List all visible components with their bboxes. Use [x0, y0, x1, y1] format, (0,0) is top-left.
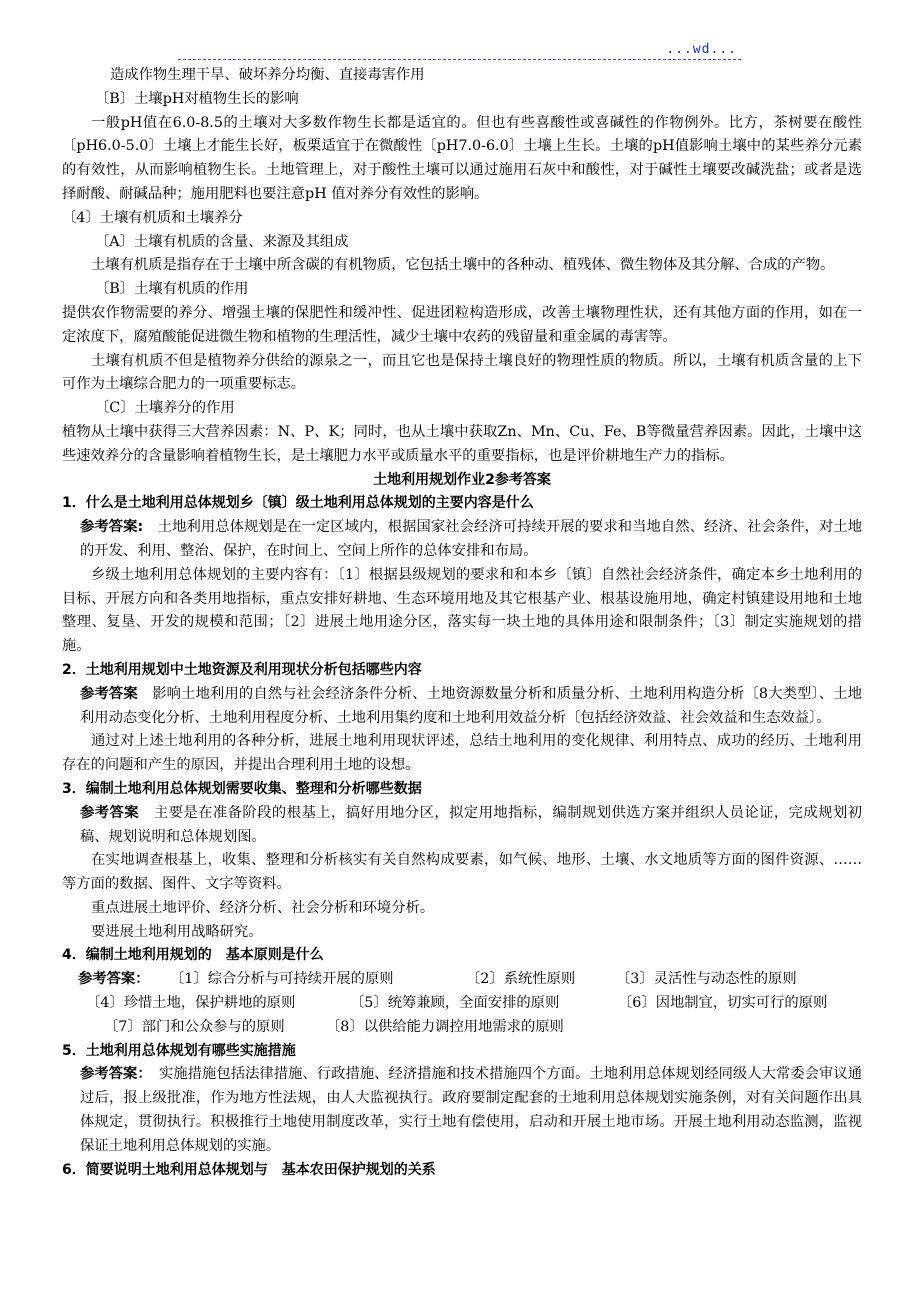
paragraph: 在实地调查根基上，收集、整理和分析核实有关自然构成要素，如气候、地形、土壤、水文地质等方面的图件资源、……等方面的数据、图件、文字等资料。	[62, 852, 862, 893]
paragraph: 土壤有机质不但是植物养分供给的源泉之一，而且它也是保持土壤良好的物理性质的物质。所以，土壤有机质含量的上下可作为土壤综合肥力的一项重要标志。	[62, 352, 862, 393]
paragraph: 植物从土壤中获得三大营养因素：N、P、K；同时，也从土壤中获取Zn、Mn、Cu、Fe、B等微量营养因素。因此，土壤中这些速效养分的含量影响着植物生长，是土壤肥力水平或质量水平的重要指标，也是评价耕地生产力的指标。	[62, 423, 862, 464]
subheading: 〔4〕土壤有机质和土壤养分	[62, 209, 243, 226]
subheading: 〔A〕土壤有机质的含量、来源及其组成	[95, 233, 349, 250]
answer-text: 影响土地利用的自然与社会经济条件分析、土地资源数量分析和质量分析、土地利用构造分析〔8大类型〕、土地利用动态变化分析、土地利用程度分析、土地利用集约度和土地利用效益分析〔包括经济效益、社会效益和生态效益〕。	[80, 685, 862, 726]
principle-item: 〔4〕珍惜土地，保护耕地的原则	[86, 995, 296, 1012]
paragraph: 乡级土地利用总体规划的主要内容有：〔1〕根据县级规划的要求和和本乡〔镇〕自然社会经济条件，确定本乡土地利用的目标、开展方向和各类用地指标，重点安排好耕地、生态环境用地及其它根基产业、根基设施用地，确定村镇建设用地和土地整理、复垦、开发的规模和范围；〔2〕进展土地用途分区，落实每一块土地的具体用途和限制条件；〔3〕制定实施规划的措施。	[62, 566, 862, 655]
answer-label: 参考答案	[80, 804, 140, 821]
answer-text: 土地利用总体规划是在一定区域内，根据国家社会经济可持续开展的要求和当地自然、经济、社会条件，对土地的开发、利用、整治、保护，在时间上、空间上所作的总体安排和布局。	[80, 519, 863, 559]
answer-paragraph	[62, 1063, 862, 1158]
principles-row	[62, 992, 862, 1016]
paragraph: 土壤有机质是指存在于土壤中所含碳的有机物质，它包括土壤中的各种动、植残体、微生物体及其分解、合成的产物。	[91, 257, 835, 274]
question-title: 1．什么是土地利用总体规划乡〔镇〕级土地利用总体规划的主要内容是什么	[62, 495, 534, 512]
subheading: 〔C〕土壤养分的作用	[95, 400, 235, 417]
document-body	[62, 64, 862, 1182]
section-title: 土地利用规划作业2参考答案	[373, 471, 551, 488]
answer-label: 参考答案	[80, 685, 138, 702]
question-title: 5．土地利用总体规划有哪些实施措施	[62, 1042, 296, 1059]
subheading: 〔B〕土壤pH对植物生长的影响	[95, 90, 299, 107]
paragraph: 提供农作物需要的养分、增强土壤的保肥性和缓冲性、促进团粒构造形成，改善土壤物理性状，还有其他方面的作用，如在一定浓度下，腐殖酸能促进微生物和植物的生理活性，减少土壤中农药的残留量和重金属的毒害等。	[62, 304, 862, 345]
answer-paragraph	[62, 683, 862, 731]
principles-row	[62, 1016, 862, 1040]
answer-paragraph	[62, 802, 862, 850]
principle-item: 〔2〕系统性原则	[466, 971, 576, 988]
principle-item: 〔7〕部门和公众参与的原则	[104, 1018, 285, 1035]
answer-label: 参考答案：	[78, 971, 150, 988]
question-title: 2．土地利用规划中土地资源及利用现状分析包括哪些内容	[62, 661, 422, 678]
principles-row	[62, 968, 862, 992]
paragraph: 通过对上述土地利用的各种分析，进展土地利用现状评述，总结土地利用的变化规律、利用特点、成功的经历、土地利用存在的问题和产生的原因，并提出合理利用土地的设想。	[62, 733, 862, 774]
paragraph: 一般pH值在6.0-8.5的土壤对大多数作物生长都是适宜的。但也有些喜酸性或喜碱性的作物例外。比方，茶树要在酸性〔pH6.0-5.0〕土壤上才能生长好，板栗适宜于在微酸性〔pH7.0-6.0〕土壤上生长。土壤的pH值影响土壤中的某些养分元素的有效性，从而影响植物生长。土地管理上，对于酸性土壤可以通过施用石灰中和酸性，对于碱性土壤要改碱洗盐；或者是选择耐酸、耐碱品种；施用肥料也要注意pH 值对养分有效性的影响。	[62, 114, 862, 202]
principle-item: 〔1〕综合分析与可持续开展的原则	[170, 971, 394, 988]
principle-item: 〔5〕统筹兼顾，全面安排的原则	[350, 995, 560, 1012]
question-title: 4．编制土地利用规划的 基本原则是什么	[62, 947, 324, 964]
question-title: 6．简要说明土地利用总体规划与 基本农田保护规划的关系	[62, 1161, 436, 1178]
principle-item: 〔3〕灵活性与动态性的原则	[616, 971, 797, 988]
answer-label: 参考答案：	[80, 1066, 145, 1083]
paragraph: 要进展土地利用战略研究。	[91, 923, 263, 940]
principle-item: 〔8〕以供给能力调控用地需求的原则	[326, 1018, 564, 1035]
answer-paragraph	[62, 516, 862, 564]
header-text: ...wd...	[666, 42, 737, 57]
paragraph: 造成作物生理干旱、破坏养分均衡、直接毒害作用	[110, 67, 425, 83]
subheading: 〔B〕土壤有机质的作用	[95, 281, 249, 298]
principle-item: 〔6〕因地制宜，切实可行的原则	[618, 995, 828, 1012]
answer-text: 实施措施包括法律措施、行政措施、经济措施和技术措施四个方面。土地利用总体规划经同级人大常委会审议通过后，报上级批准，作为地方性法规，由人大监视执行。政府要制定配套的土地利用总体规划实施条例，对有关问题作出具体规定，贯彻执行。积极推行土地使用制度改革，实行土地有偿使用，启动和开展土地市场。开展土地利用动态监测，监视保证土地利用总体规划的实施。	[80, 1066, 863, 1154]
paragraph: 重点进展土地评价、经济分析、社会分析和环境分析。	[91, 899, 435, 916]
page-header	[178, 42, 741, 62]
header-dashed-line	[178, 59, 741, 60]
answer-label: 参考答案:	[80, 519, 144, 536]
answer-text: 主要是在准备阶段的根基上，搞好用地分区，拟定用地指标，编制规划供选方案并组织人员论证，完成规划初稿、规划说明和总体规划图。	[80, 804, 863, 845]
question-title: 3．编制土地利用总体规划需要收集、整理和分析哪些数据	[62, 780, 422, 797]
